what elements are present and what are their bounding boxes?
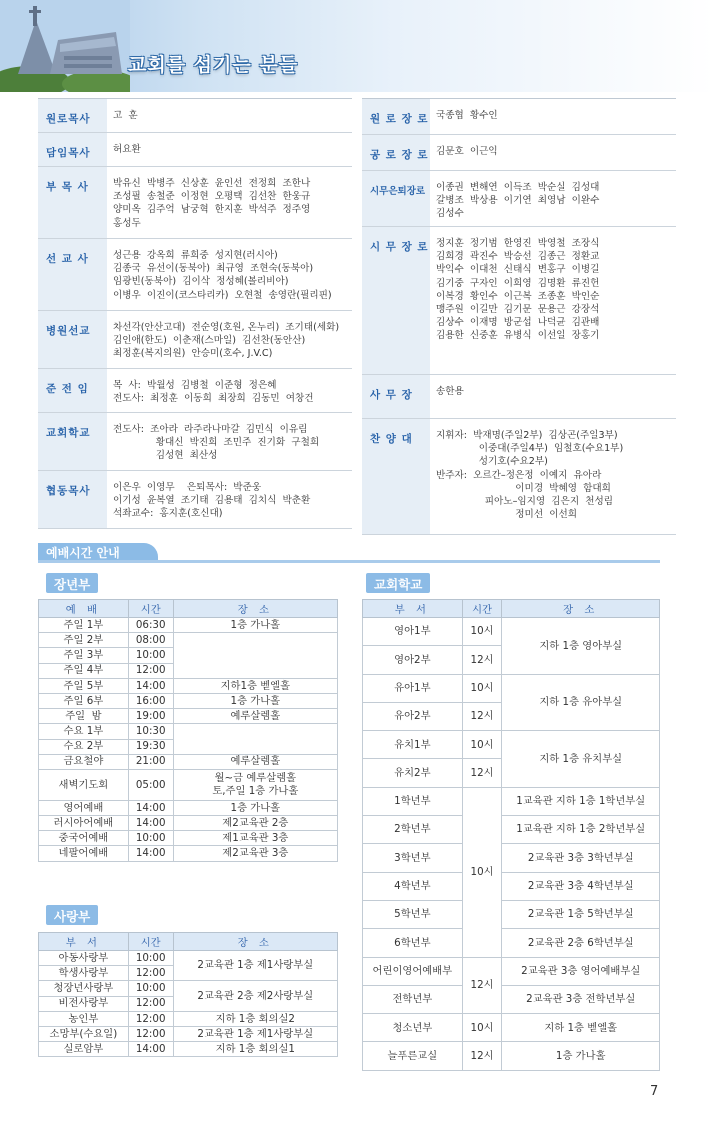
staff-row xyxy=(362,419,676,535)
table-cell: 어린이영어예배부 xyxy=(363,957,463,985)
table-cell: 네팔어예배 xyxy=(39,846,129,861)
table-cell: 10시 xyxy=(462,787,502,957)
table-cell: 제2교육관 3층 xyxy=(173,846,337,861)
staff-row xyxy=(38,413,352,471)
col-header: 장 소 xyxy=(173,933,337,951)
table-cell: 주일 밤 xyxy=(39,709,129,724)
table-row xyxy=(363,1042,660,1070)
staff-names: 성근용 강옥희 류희중 성지현(러시아) 김종국 유선이(동북아) 최규영 조현숙(동북아) 임광빈(동북아) 김이삭 정성혜(볼리비아) 이병우 이진이(코스타리카) 오현철 송영란(필리핀) xyxy=(113,250,332,301)
table-cell: 10:00 xyxy=(128,951,173,966)
staff-row xyxy=(362,227,676,375)
table-cell: 12시 xyxy=(462,646,502,674)
staff-names: 박유신 박병주 신상훈 윤인선 전정희 조한나 조성필 송철준 이정현 오평택 김선찬 한웅규 양미옥 김주억 남궁혁 한지훈 박석주 정주영 홍성두 xyxy=(113,178,311,229)
table-cell: 12:00 xyxy=(128,663,173,678)
staff-row xyxy=(362,375,676,419)
table-cell: 4학년부 xyxy=(363,872,463,900)
staff-row xyxy=(38,471,352,529)
table-cell: 월~금 예루살렘홀 토,주일 1층 가나홀 xyxy=(173,769,337,800)
col-header: 예 배 xyxy=(39,600,129,618)
table-cell: 2교육관 1층 제1사랑부실 xyxy=(173,1026,337,1041)
table-cell: 08:00 xyxy=(128,633,173,648)
table-row xyxy=(39,816,338,831)
table-cell: 예루살렘홀 xyxy=(173,709,337,724)
table-cell: 10시 xyxy=(462,618,502,646)
table-cell: 지하 1층 영아부실 xyxy=(502,618,660,675)
staff-role: 담임목사 xyxy=(38,133,107,166)
table-row xyxy=(363,872,660,900)
table-cell: 지하 1층 회의실2 xyxy=(173,1011,337,1026)
staff-role: 협동목사 xyxy=(38,471,107,528)
table-cell: 1층 가나홀 xyxy=(173,618,337,633)
table-cell: 학생사랑부 xyxy=(39,966,129,981)
table-cell xyxy=(173,724,337,754)
col-header: 장 소 xyxy=(502,600,660,618)
table-cell: 16:00 xyxy=(128,693,173,708)
table-cell: 12:00 xyxy=(128,996,173,1011)
table-row xyxy=(363,787,660,815)
table-cell: 2교육관 2층 제2사랑부실 xyxy=(173,981,337,1011)
table-cell: 14:00 xyxy=(128,846,173,861)
table-cell: 유치1부 xyxy=(363,731,463,759)
table-cell: 러시아어예배 xyxy=(39,816,129,831)
table-cell: 청장년사랑부 xyxy=(39,981,129,996)
staff-row xyxy=(38,133,352,167)
col-header: 부 서 xyxy=(39,933,129,951)
table-cell: 1학년부 xyxy=(363,787,463,815)
table-cell: 지하 1층 유아부실 xyxy=(502,674,660,731)
staff-role: 공 로 장 로 xyxy=(362,135,430,170)
table-row xyxy=(39,693,338,708)
table-cell: 12:00 xyxy=(128,1026,173,1041)
table-cell: 전학년부 xyxy=(363,985,463,1013)
table-row xyxy=(363,1014,660,1042)
table-cell: 2교육관 3층 전학년부실 xyxy=(502,985,660,1013)
staff-names: 차선각(안산고대) 전순영(호원, 온누리) 조기태(세화) 김인애(한도) 이춘재(스마일) 김선찬(동안산) 최정훈(복지의원) 안승미(호수, J.V.C) xyxy=(113,322,340,360)
school-label: 교회학교 xyxy=(366,573,430,593)
love-schedule-table xyxy=(38,932,338,1057)
section-divider xyxy=(38,560,660,563)
staff-names: 목 사: 박월성 김병철 이준형 정은혜 전도사: 최정훈 이동희 최장희 김동민 여창건 xyxy=(113,380,314,405)
staff-row xyxy=(38,311,352,369)
table-cell: 금요철야 xyxy=(39,754,129,769)
table-cell: 2교육관 3층 4학년부실 xyxy=(502,872,660,900)
page-number: 7 xyxy=(650,1084,659,1099)
page-title: 교회를 섬기는 분들 xyxy=(128,54,299,76)
table-cell: 지하 1층 벧엘홀 xyxy=(502,1014,660,1042)
table-cell: 지하 1층 회의실1 xyxy=(173,1042,337,1057)
staff-row xyxy=(38,99,352,133)
table-cell: 12시 xyxy=(462,957,502,1014)
church-building-icon xyxy=(0,0,130,92)
table-row xyxy=(363,618,660,646)
table-cell: 14:00 xyxy=(128,816,173,831)
staff-role: 준 전 임 xyxy=(38,369,107,412)
table-row xyxy=(39,769,338,800)
col-header: 시간 xyxy=(462,600,502,618)
table-cell: 19:00 xyxy=(128,709,173,724)
table-row xyxy=(39,678,338,693)
table-cell: 수요 1부 xyxy=(39,724,129,739)
staff-role: 병원선교 xyxy=(38,311,107,368)
staff-names: 허요환 xyxy=(113,144,141,155)
staff-names: 정지훈 정기범 한영진 박영철 조장식 김희경 곽진수 박승선 김종근 정환교 박익수 이대천 신태식 변홍구 이병길 김기중 구자인 이희영 김명환 류진헌 이복경 황인수 이근복 조종훈 박인순 맹주원 이길만 김기문 문용근 강장석 김상수 이재명 방군섭 나덕균 김관배 김용한 신중훈 유병식 이선일 장홍기 xyxy=(436,238,600,342)
table-row xyxy=(39,633,338,648)
table-cell: 유치2부 xyxy=(363,759,463,787)
staff-names: 김문호 이근익 xyxy=(436,146,498,157)
table-cell: 6학년부 xyxy=(363,929,463,957)
table-row xyxy=(39,724,338,739)
table-cell: 수요 2부 xyxy=(39,739,129,754)
table-row xyxy=(363,957,660,985)
table-row xyxy=(363,731,660,759)
school-schedule-table xyxy=(362,599,660,1071)
staff-role: 찬 양 대 xyxy=(362,419,430,534)
staff-row xyxy=(362,171,676,227)
staff-names: 지휘자: 박재명(주일2부) 김상곤(주일3부) 이중대(주일4부) 임철호(수요1부) 성기호(수요2부) 반주자: 오르간–정은정 이예지 유아라 이미경 박혜영 함대희 피아노–임지영 김은지 천성림 정미선 이선희 xyxy=(436,430,624,521)
table-cell: 영아2부 xyxy=(363,646,463,674)
table-row xyxy=(363,900,660,928)
table-cell: 유아2부 xyxy=(363,702,463,730)
table-cell: 14:00 xyxy=(128,1042,173,1057)
table-cell: 3학년부 xyxy=(363,844,463,872)
staff-role: 시무은퇴장로 xyxy=(362,171,430,226)
table-cell: 10:30 xyxy=(128,724,173,739)
table-cell: 1층 가나홀 xyxy=(173,800,337,815)
table-cell: 1층 가나홀 xyxy=(173,693,337,708)
table-row xyxy=(39,1026,338,1041)
table-cell: 14:00 xyxy=(128,800,173,815)
table-cell: 2교육관 1층 5학년부실 xyxy=(502,900,660,928)
table-row xyxy=(363,929,660,957)
staff-role: 교회학교 xyxy=(38,413,107,470)
worship-section-title: 예배시간 안내 xyxy=(38,543,158,561)
table-row xyxy=(363,674,660,702)
table-cell xyxy=(173,633,337,679)
header-banner xyxy=(0,0,715,92)
staff-names: 국종협 황수인 xyxy=(436,110,498,121)
table-cell: 10:00 xyxy=(128,648,173,663)
staff-names: 송한용 xyxy=(436,386,464,397)
table-cell: 소망부(수요일) xyxy=(39,1026,129,1041)
table-cell: 실로암부 xyxy=(39,1042,129,1057)
adult-label: 장년부 xyxy=(46,573,98,593)
staff-names: 이은우 이영무 은퇴목사: 박준웅 이기성 윤복열 조기태 김용태 김치식 박춘환 석좌교수: 홍지훈(호신대) xyxy=(113,482,311,520)
table-cell: 제1교육관 3층 xyxy=(173,831,337,846)
staff-role: 부 목 사 xyxy=(38,167,107,238)
table-cell: 10시 xyxy=(462,731,502,759)
table-cell: 2교육관 1층 제1사랑부실 xyxy=(173,951,337,981)
staff-names: 이종권 변해연 이득조 박순실 김성대 갈병조 박상용 이기연 최영남 이완수 김성수 xyxy=(436,182,600,220)
table-cell: 아동사랑부 xyxy=(39,951,129,966)
staff-row xyxy=(362,135,676,171)
col-header: 장 소 xyxy=(173,600,337,618)
staff-role: 시 무 장 로 xyxy=(362,227,430,374)
table-cell: 10:00 xyxy=(128,831,173,846)
table-cell: 10:00 xyxy=(128,981,173,996)
table-row xyxy=(39,800,338,815)
table-cell: 05:00 xyxy=(128,769,173,800)
table-cell: 제2교육관 2층 xyxy=(173,816,337,831)
col-header: 부 서 xyxy=(363,600,463,618)
table-cell: 19:30 xyxy=(128,739,173,754)
staff-names: 고 훈 xyxy=(113,110,138,121)
table-cell: 12:00 xyxy=(128,1011,173,1026)
table-cell: 지하 1층 유치부실 xyxy=(502,731,660,788)
love-label: 사랑부 xyxy=(46,905,98,925)
table-cell: 12시 xyxy=(462,759,502,787)
table-cell: 12시 xyxy=(462,702,502,730)
table-cell: 2교육관 2층 6학년부실 xyxy=(502,929,660,957)
col-header: 시간 xyxy=(128,600,173,618)
table-row xyxy=(39,1042,338,1057)
table-row xyxy=(39,951,338,966)
staff-row xyxy=(38,369,352,413)
table-cell: 21:00 xyxy=(128,754,173,769)
table-cell: 영아1부 xyxy=(363,618,463,646)
table-row xyxy=(39,846,338,861)
staff-role: 원 로 장 로 xyxy=(362,99,430,134)
table-cell: 1교육관 지하 1층 1학년부실 xyxy=(502,787,660,815)
table-cell: 유아1부 xyxy=(363,674,463,702)
staff-role: 선 교 사 xyxy=(38,239,107,310)
staff-row xyxy=(38,167,352,239)
table-cell: 2교육관 3층 3학년부실 xyxy=(502,844,660,872)
table-cell: 주일 4부 xyxy=(39,663,129,678)
table-cell: 2교육관 3층 영어예배부실 xyxy=(502,957,660,985)
col-header: 시간 xyxy=(128,933,173,951)
staff-role: 원로목사 xyxy=(38,99,107,132)
table-row xyxy=(363,985,660,1013)
table-row xyxy=(39,754,338,769)
table-row xyxy=(363,844,660,872)
table-cell: 12시 xyxy=(462,1042,502,1070)
table-cell: 주일 6부 xyxy=(39,693,129,708)
table-cell: 주일 3부 xyxy=(39,648,129,663)
table-cell: 청소년부 xyxy=(363,1014,463,1042)
adult-schedule-table xyxy=(38,599,338,862)
table-row xyxy=(39,981,338,996)
table-cell: 주일 5부 xyxy=(39,678,129,693)
table-cell: 10시 xyxy=(462,674,502,702)
table-row xyxy=(39,618,338,633)
table-cell: 중국어예배 xyxy=(39,831,129,846)
table-cell: 예루살렘홀 xyxy=(173,754,337,769)
table-cell: 5학년부 xyxy=(363,900,463,928)
table-cell: 14:00 xyxy=(128,678,173,693)
table-cell: 10시 xyxy=(462,1014,502,1042)
table-row xyxy=(39,709,338,724)
table-cell: 주일 1부 xyxy=(39,618,129,633)
staff-names: 전도사: 조아라 라주라나마갈 김민식 이유림 황대신 박진희 조민주 진기화 구철희 김성현 최산성 xyxy=(113,424,320,462)
table-cell: 주일 2부 xyxy=(39,633,129,648)
table-cell: 영어예배 xyxy=(39,800,129,815)
table-cell: 1층 가나홀 xyxy=(502,1042,660,1070)
table-cell: 12:00 xyxy=(128,966,173,981)
table-row xyxy=(39,831,338,846)
table-row xyxy=(363,816,660,844)
table-cell: 2학년부 xyxy=(363,816,463,844)
table-cell: 비전사랑부 xyxy=(39,996,129,1011)
table-row xyxy=(39,1011,338,1026)
staff-list-right xyxy=(362,98,676,535)
staff-row xyxy=(362,99,676,135)
table-cell: 06:30 xyxy=(128,618,173,633)
staff-row xyxy=(38,239,352,311)
staff-list-left xyxy=(38,98,352,529)
table-cell: 1교육관 지하 1층 2학년부실 xyxy=(502,816,660,844)
table-cell: 새벽기도회 xyxy=(39,769,129,800)
table-cell: 농인부 xyxy=(39,1011,129,1026)
table-cell: 늘푸른교실 xyxy=(363,1042,463,1070)
table-cell: 지하1층 벧엘홀 xyxy=(173,678,337,693)
staff-role: 사 무 장 xyxy=(362,375,430,418)
